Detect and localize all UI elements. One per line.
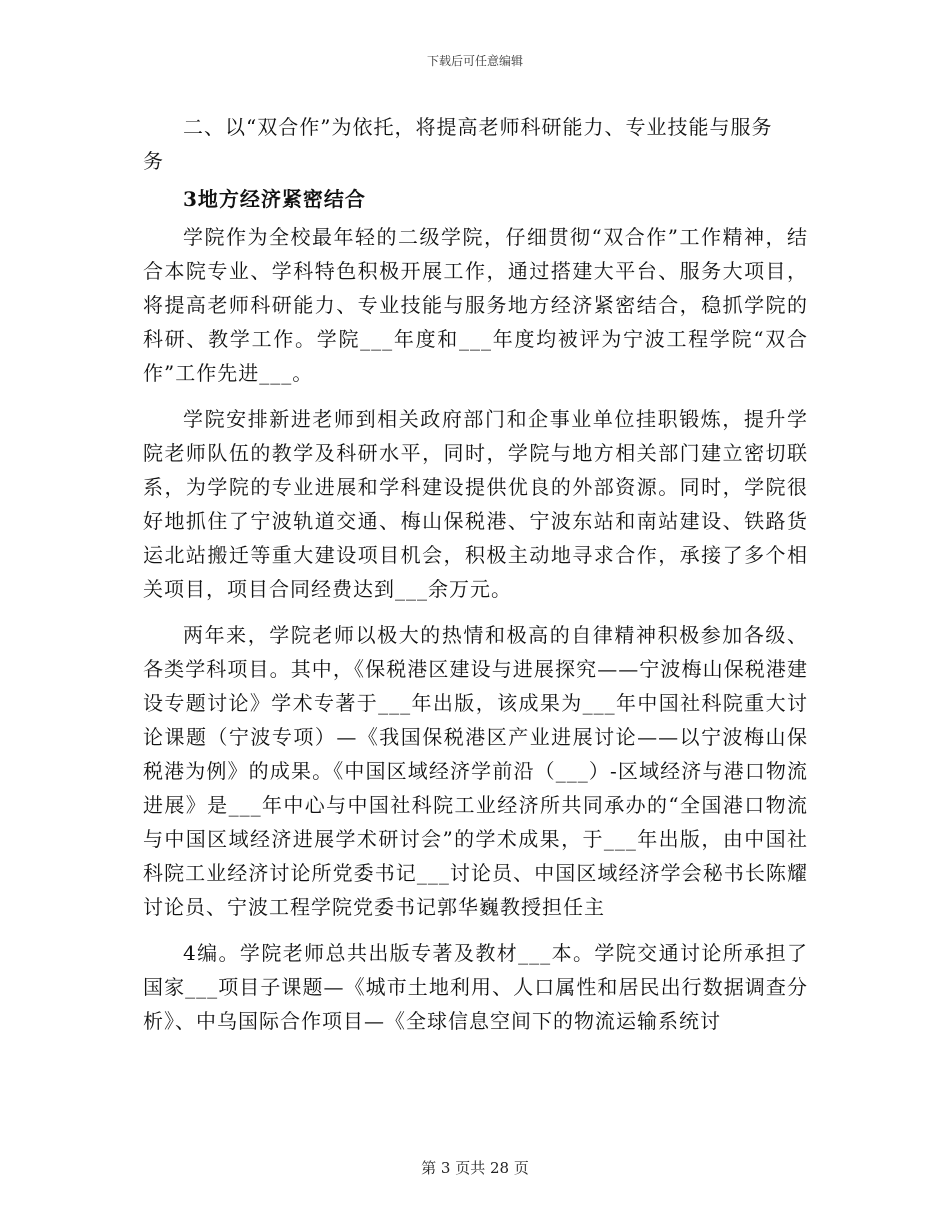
paragraph-publications: 4编。学院老师总共出版专著及教材___本。学院交通讨论所承担了国家___项目子课题—《城市土地利用、人口属性和居民出行数据调查分析》、中乌国际合作项目—《全球信息空间下的物流运输系统讨: [143, 941, 808, 1033]
page-header-note: 下载后可任意编辑: [426, 54, 523, 68]
section-heading: 3地方经济紧密结合: [183, 187, 366, 211]
paragraph-double-cooperation: 学院作为全校最年轻的二级学院，仔细贯彻“双合作”工作精神，结合本院专业、学科特色积极开展工作，通过搭建大平台、服务大项目，将提高老师科研能力、专业技能与服务地方经济紧密结合，稳抓学院的科研、教学工作。学院___年度和___年度均被评为宁波工程学院“双合作”工作先进___。: [143, 225, 808, 385]
paragraph-intro-continuation: 务: [143, 149, 164, 173]
paragraph-teacher-training: 学院安排新进老师到相关政府部门和企事业单位挂职锻炼，提升学院老师队伍的教学及科研水平，同时，学院与地方相关部门建立密切联系，为学院的专业进展和学科建设提供优良的外部资源。同时，学院很好地抓住了宁波轨道交通、梅山保税港、宁波东站和南站建设、铁路货运北站搬迁等重大建设项目机会，积极主动地寻求合作，承接了多个相关项目，项目合同经费达到___余万元。: [143, 407, 808, 601]
paragraph-intro: 二、以“双合作”为依托，将提高老师科研能力、专业技能与服务: [183, 115, 773, 139]
document-body: [143, 110, 808, 1038]
page-number-footer: 第 3 页共 28 页: [421, 1159, 529, 1177]
paragraph-research-projects: 两年来，学院老师以极大的热情和极高的自律精神积极参加各级、各类学科项目。其中，《保税港区建设与进展探究——宁波梅山保税港建设专题讨论》学术专著于___年出版，该成果为___年中国社科院重大讨论课题（宁波专项）—《我国保税港区产业进展讨论——以宁波梅山保税港为例》的成果。《中国区域经济学前沿（___）-区域经济与港口物流进展》是___年中心与中国社科院工业经济所共同承办的“全国港口物流与中国区域经济进展学术研讨会”的学术成果，于___年出版，由中国社科院工业经济讨论所党委书记___讨论员、中国区域经济学会秘书长陈耀讨论员、宁波工程学院党委书记郭华巍教授担任主: [143, 623, 808, 919]
